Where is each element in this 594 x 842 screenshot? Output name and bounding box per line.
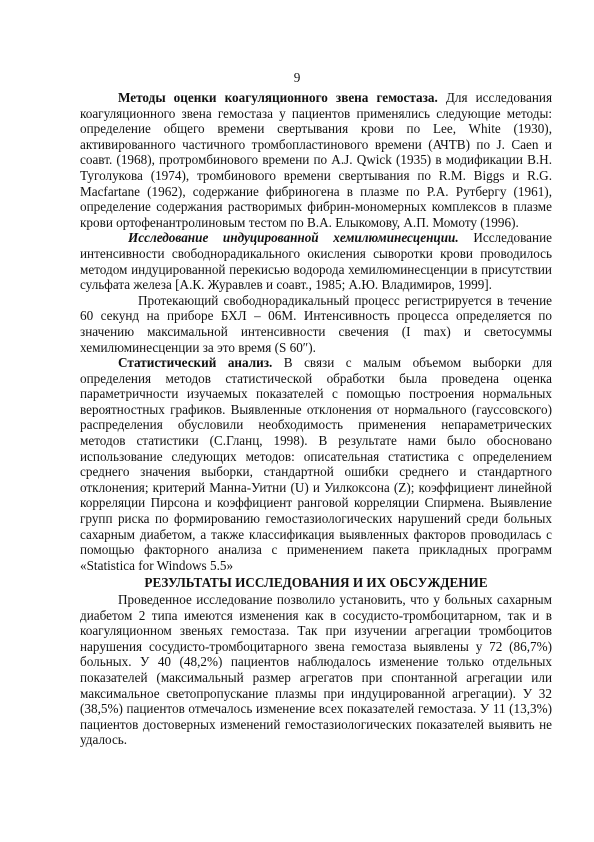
document-body xyxy=(80,90,552,748)
paragraph-results: Проведенное исследование позволило установить, что у больных сахарным диабетом 2 типа имеются изменения как в сосудисто-тромбоцитарном, так и в коагуляционном звеньях гемостаза. Так при изучении агрегации тромбоцитов нарушения сосудисто-тромбоцитарного звена гемостаза выявлены у 72 (86,7%) больных. У 40 (48,2%) пациентов наблюдалось изменение только отдельных показателей (максимальный размер агрегатов при спонтанной агрегации или максимальное светопропускание плазмы при индуцированной агрегации). У 32 (38,5%) пациентов отмечалось изменение всех показателей гемостаза. У 11 (13,3%) пациентов достоверных изменений гемостазиологических показателей выявить не удалось. xyxy=(80,592,552,748)
paragraph-free-radical-process xyxy=(80,293,552,355)
paragraph-text: Исследование интенсивности свободнорадикального окисления сыворотки крови проводилось методом индуцированной перекисью водорода хемилюминесценции в присутствии сульфата железа [А.К. Журавлев и соавт., 1985; А.Ю. Владимиров, 1999]. xyxy=(80,230,552,293)
section-heading: РЕЗУЛЬТАТЫ ИССЛЕДОВАНИЯ И ИХ ОБСУЖДЕНИЕ xyxy=(144,575,488,591)
paragraph-text: Для исследования коагуляционного звена гемостаза у пациентов применялись следующие методы: определение общего времени свертывания крови по Lee, White (1930), активированного частичного тромбопластинового времени (АЧТВ) по J. Caen и соавт. (1968), протромбинового времени по A.J. Qwick (1935) в модификации В.Н. Туголукова (1974), тромбинового времени свертывания по R.M. Biggs и R.G. Macfartane (1962), содержание фибриногена в плазме по Р.А. Рутбергу (1961), определение содержания растворимых фибрин-мономерных комплексов в плазме крови ортофенантролиновым тестом по В.А. Елыкомову, А.П. Момоту (1996). xyxy=(80,90,553,230)
paragraph-heading: Статистический анализ. xyxy=(118,355,273,371)
paragraph-heading: Исследование индуцированной хемилюминесценции. xyxy=(128,230,459,246)
paragraph-statistical-analysis xyxy=(80,355,552,573)
paragraph-heading: Методы оценки коагуляционного звена гемостаза. xyxy=(118,90,438,105)
paragraph-text: Протекающий свободнорадикальный процесс регистрируется в течение 60 секунд на приборе БХЛ – 06М. Интенсивность процесса определяется по значению максимальной интенсивности свечения (I max) и светосуммы хемилюминесценции за это время (S 60″). xyxy=(80,292,552,355)
page-number: 9 xyxy=(293,70,301,85)
paragraph-chemiluminescence xyxy=(80,230,552,292)
paragraph-coagulation-methods xyxy=(80,90,552,230)
paragraph-text: В связи с малым объемом выборки для определения методов статистической обработки была проведена оценка параметричности изучаемых показателей с помощью построения нормальных вероятностных графиков. Выявленные отклонения от нормального (гауссовского) распределения обусловили необходимость применения непараметрических методов статистики (С.Гланц, 1998). В результате нами было обосновано использование следующих методов: описательная статистика с определением среднего значения выборки, стандартной ошибки среднего и стандартного отклонения; критерий Манна-Уитни (U) и Уилкоксона (Z); коэффициент линейной корреляции Пирсона и коэффициент ранговой корреляции Спирмена. Выявление групп риска по формированию гемостазиологических нарушений среди больных сахарным диабетом, а также классификация выявленных факторов проводилась с помощью факторного анализа с применением пакета прикладных программ «Statistica for Windows 5.5» xyxy=(80,355,553,573)
